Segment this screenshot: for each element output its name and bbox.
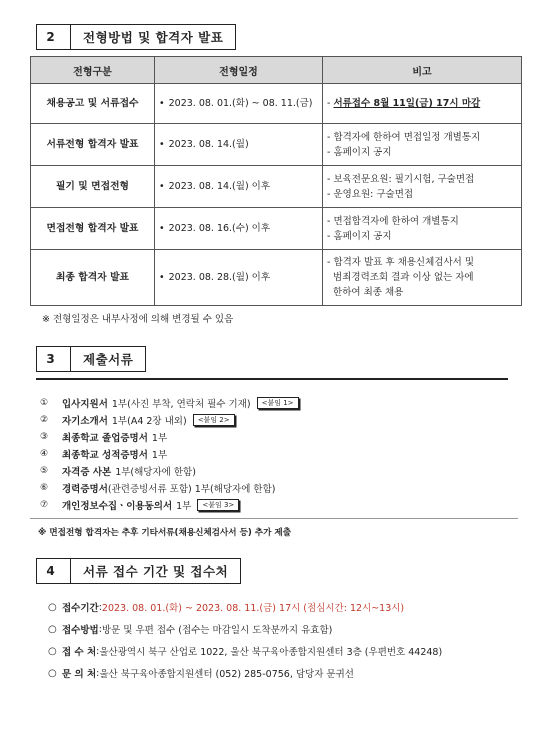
list-item: ○ 문 의 처 : 울산 북구육아종합지원센터 (052) 285-0756, 담당자 문귀선 [48,667,354,680]
schedule-table [30,56,522,306]
list-item: ○ 접 수 처 : 울산광역시 북구 산업로 1022, 울산 북구육아종합지원센터 3층 (우편번호 44248) [48,645,443,658]
date-cell: • 2023. 08. 14.(월) 이후 [155,166,323,208]
column-header: 비고 [323,57,522,84]
list-item: ○ 접수방법 : 방문 및 우편 접수 (접수는 마감일시 도착분까지 유효함) [48,623,333,636]
section-number: 3 [36,346,64,372]
list-item: ○ 접수기간 : 2023. 08. 01.(화) ~ 2023. 08. 11.(금) 17시 (점심시간: 12시~13시) [48,601,405,614]
table-row [31,166,522,208]
stage-cell: 서류전형 합격자 발표 [31,124,155,166]
list-item: ⑦ 개인정보수집ㆍ이용동의서 1부 <붙임 3> [40,496,299,513]
list-item: ③ 최종학교 졸업증명서 1부 [40,431,168,444]
section-2-heading [36,24,236,50]
document-list [40,394,299,513]
note-cell: - 합격자에 한하여 면접일정 개별통지 - 홈페이지 공지 [323,124,522,166]
list-item: ⑤ 자격증 사본 1부(해당자에 한함) [40,465,196,478]
section-divider [30,518,518,519]
date-cell: • 2023. 08. 14.(월) [155,124,323,166]
table-header-row [31,57,522,84]
section-4-heading [36,558,241,584]
stage-cell: 채용공고 및 서류접수 [31,84,155,124]
deadline-note: 서류접수 8월 11일(금) 17시 마감 [333,98,481,109]
section-title: 서류 접수 기간 및 접수처 [70,558,241,584]
section-title: 제출서류 [70,346,146,372]
table-row [31,208,522,250]
section-divider [36,378,508,380]
table-row [31,124,522,166]
section-title: 전형방법 및 합격자 발표 [70,24,236,50]
column-header: 전형구분 [31,57,155,84]
note-cell: - 서류접수 8월 11일(금) 17시 마감 [323,84,522,124]
attachment-tag: <붙임 2> [193,414,235,426]
section-number: 2 [36,24,64,50]
table-row [31,250,522,306]
stage-cell: 필기 및 면접전형 [31,166,155,208]
list-item: ① 입사지원서 1부(사진 부착, 연락처 필수 기재) <붙임 1> [40,394,299,411]
documents-note: ※ 면접전형 합격자는 추후 기타서류(채용신체검사서 등) 추가 제출 [38,528,291,538]
submission-info-list [48,596,442,684]
section-number: 4 [36,558,64,584]
date-cell: • 2023. 08. 28.(월) 이후 [155,250,323,306]
date-cell: • 2023. 08. 01.(화) ~ 08. 11.(금) [155,84,323,124]
stage-cell: 최종 합격자 발표 [31,250,155,306]
list-item: ④ 최종학교 성적증명서 1부 [40,448,168,461]
submission-period: 2023. 08. 01.(화) ~ 2023. 08. 11.(금) 17시 (점심시간: 12시~13시) [101,603,405,614]
table-row [31,84,522,124]
column-header: 전형일정 [155,57,323,84]
note-cell: - 합격자 발표 후 채용신체검사서 및 범죄경력조회 결과 이상 없는 자에 한하여 최종 채용 [323,250,522,306]
stage-cell: 면접전형 합격자 발표 [31,208,155,250]
attachment-tag: <붙임 1> [257,397,299,409]
list-item: ⑥ 경력증명서 (관련증빙서류 포함) 1부(해당자에 한함) [40,482,276,495]
attachment-tag: <붙임 3> [197,499,239,511]
date-cell: • 2023. 08. 16.(수) 이후 [155,208,323,250]
list-item: ② 자기소개서 1부(A4 2장 내외) <붙임 2> [40,411,299,428]
section-3-heading [36,346,146,372]
note-cell: - 면접합격자에 한하여 개별통지 - 홈페이지 공지 [323,208,522,250]
note-cell: - 보육전문요원: 필기시험, 구술면접 - 운영요원: 구술면접 [323,166,522,208]
schedule-note: ※ 전형일정은 내부사정에 의해 변경될 수 있음 [42,314,234,325]
